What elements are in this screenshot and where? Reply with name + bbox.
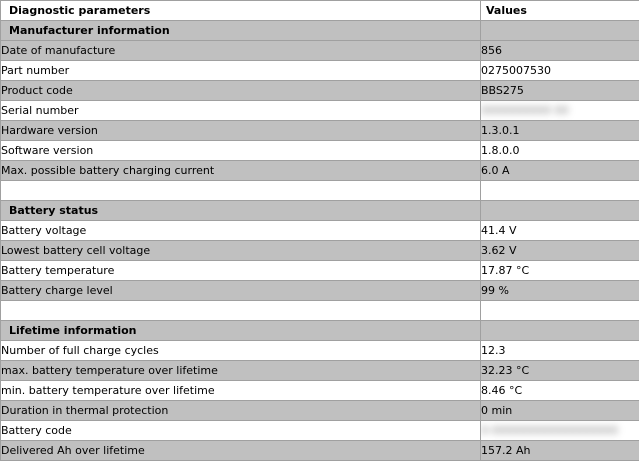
column-header-parameters[interactable]: Diagnostic parameters	[1, 1, 481, 21]
parameter-label: Battery temperature	[1, 261, 481, 281]
table-row[interactable]	[1, 161, 639, 181]
parameter-value: 99 %	[481, 281, 639, 301]
parameter-value	[481, 421, 639, 441]
parameter-label: Delivered Ah over lifetime	[1, 441, 481, 461]
column-header-values[interactable]: Values	[481, 1, 639, 21]
table-row[interactable]	[1, 241, 639, 261]
parameter-value: 1.3.0.1	[481, 121, 639, 141]
parameter-value: 157.2 Ah	[481, 441, 639, 461]
parameter-label: Hardware version	[1, 121, 481, 141]
table-row[interactable]	[1, 61, 639, 81]
parameter-value: 6.0 A	[481, 161, 639, 181]
parameter-value	[481, 101, 639, 121]
table-row[interactable]	[1, 361, 639, 381]
table-row[interactable]	[1, 441, 639, 461]
section-value-cell	[481, 21, 639, 41]
parameter-label: Battery voltage	[1, 221, 481, 241]
parameter-value: 856	[481, 41, 639, 61]
parameter-label: Battery code	[1, 421, 481, 441]
table-row[interactable]	[1, 41, 639, 61]
section-header-row	[1, 201, 639, 221]
spacer-row	[1, 301, 639, 321]
table-row[interactable]	[1, 401, 639, 421]
parameter-value: 0275007530	[481, 61, 639, 81]
table-row[interactable]	[1, 101, 639, 121]
parameter-value: 3.62 V	[481, 241, 639, 261]
redacted-battery-code: 0-000000000000000000	[481, 424, 618, 437]
table-row[interactable]	[1, 261, 639, 281]
section-title: Lifetime information	[1, 321, 481, 341]
parameter-value: 12.3	[481, 341, 639, 361]
parameter-value: 0 min	[481, 401, 639, 421]
parameter-value: 32.23 °C	[481, 361, 639, 381]
table-row[interactable]	[1, 281, 639, 301]
table-row[interactable]	[1, 381, 639, 401]
table-row[interactable]	[1, 421, 639, 441]
table-row[interactable]	[1, 121, 639, 141]
parameter-value: 41.4 V	[481, 221, 639, 241]
table-row[interactable]	[1, 81, 639, 101]
parameter-label: max. battery temperature over lifetime	[1, 361, 481, 381]
section-header-row	[1, 321, 639, 341]
section-title: Manufacturer information	[1, 21, 481, 41]
parameter-label: Lowest battery cell voltage	[1, 241, 481, 261]
parameter-label: Duration in thermal protection	[1, 401, 481, 421]
section-header-row	[1, 21, 639, 41]
parameter-label: Software version	[1, 141, 481, 161]
parameter-label: Product code	[1, 81, 481, 101]
parameter-label: Date of manufacture	[1, 41, 481, 61]
table-row[interactable]	[1, 341, 639, 361]
redacted-serial-number: 0000000000 00	[481, 104, 569, 117]
parameter-value: 17.87 °C	[481, 261, 639, 281]
parameter-label: Serial number	[1, 101, 481, 121]
spacer-row	[1, 181, 639, 201]
parameter-label: Battery charge level	[1, 281, 481, 301]
parameter-label: Number of full charge cycles	[1, 341, 481, 361]
parameter-label: min. battery temperature over lifetime	[1, 381, 481, 401]
section-value-cell	[481, 201, 639, 221]
section-value-cell	[481, 321, 639, 341]
parameter-value: BBS275	[481, 81, 639, 101]
table-row[interactable]	[1, 221, 639, 241]
parameter-label: Part number	[1, 61, 481, 81]
section-title: Battery status	[1, 201, 481, 221]
parameter-label: Max. possible battery charging current	[1, 161, 481, 181]
table-row[interactable]	[1, 141, 639, 161]
parameter-value: 1.8.0.0	[481, 141, 639, 161]
parameter-value: 8.46 °C	[481, 381, 639, 401]
table-header-row	[1, 1, 639, 21]
